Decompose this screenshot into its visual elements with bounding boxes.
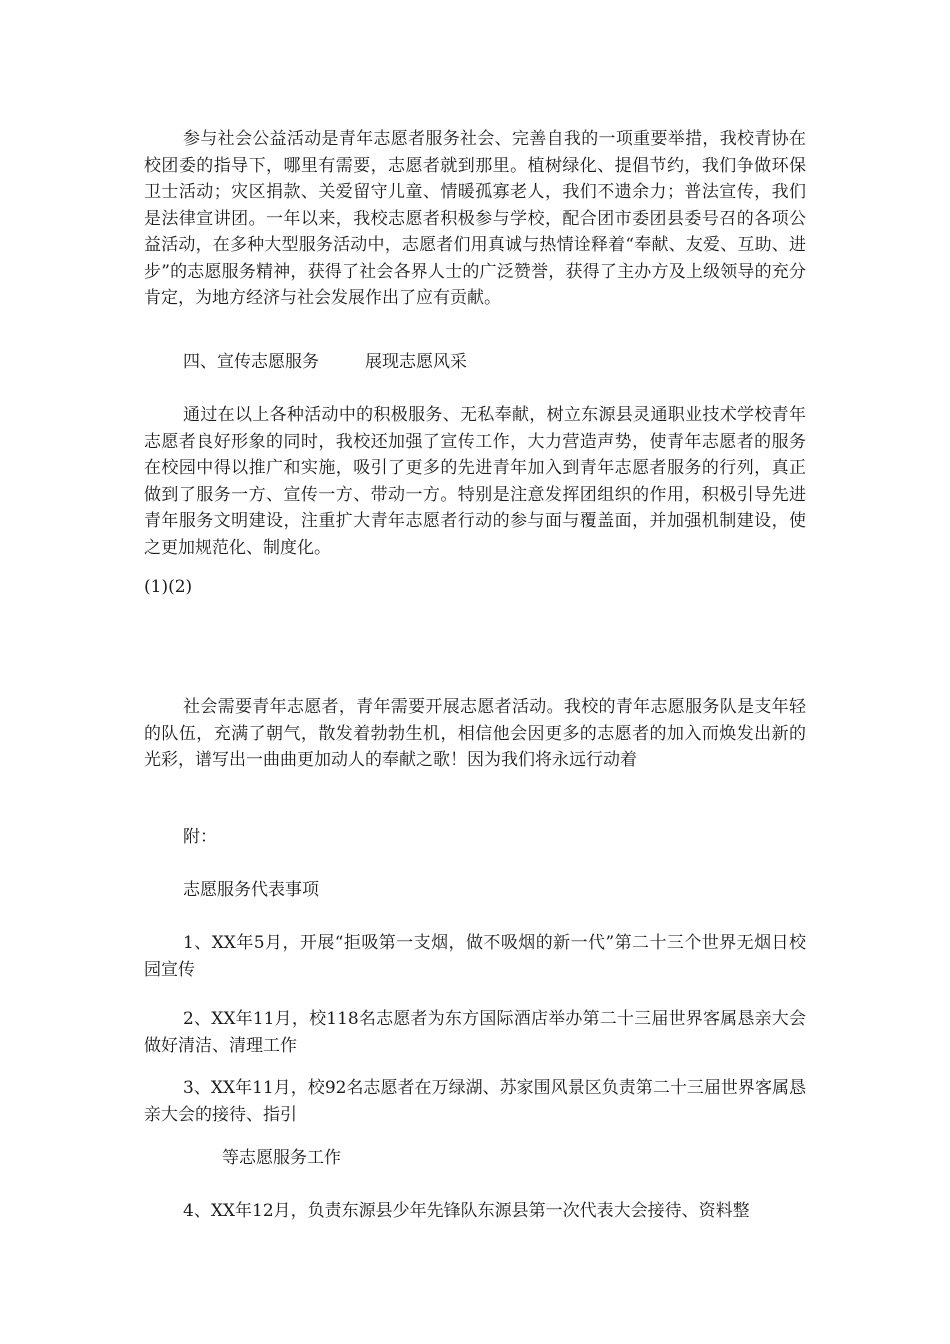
section-heading-right: 展现志愿风采 xyxy=(365,352,467,372)
paragraph-figure-refs: (1)(2) xyxy=(144,577,193,597)
section-heading xyxy=(144,349,806,376)
list-item-3-continuation: 等志愿服务工作 xyxy=(222,1148,341,1168)
list-item-2: 2、XX年11月，校118名志愿者为东方国际酒店举办第二十三届世界客属恳亲大会做好清洁、清理工作 xyxy=(144,1009,806,1056)
paragraph-appendix-label: 附： xyxy=(183,827,217,847)
list-item-1: 1、XX年5月，开展“拒吸第一支烟，做不吸烟的新一代”第二十三个世界无烟日校园宣传 xyxy=(144,933,806,980)
paragraph-publicity: 通过在以上各种活动中的积极服务、无私奉献，树立东源县灵通职业技术学校青年志愿者良好形象的同时，我校还加强了宣传工作，大力营造声势，使青年志愿者的服务在校园中得以推广和实施，吸引了更多的先进青年加入到青年志愿者服务的行列，真正做到了服务一方、宣传一方、带动一方。特别是注意发挥团组织的作用，积极引导先进青年服务文明建设，注重扩大青年志愿者行动的参与面与覆盖面，并加强机制建设，使之更加规范化、制度化。 xyxy=(144,405,806,558)
paragraph-conclusion: 社会需要青年志愿者，青年需要开展志愿者活动。我校的青年志愿服务队是支年轻的队伍，充满了朝气，散发着勃勃生机，相信他会因更多的志愿者的加入而焕发出新的光彩，谱写出一曲曲更加动人的奉献之歌！因为我们将永远行动着 xyxy=(144,697,806,770)
paragraph-items-title: 志愿服务代表事项 xyxy=(183,880,319,900)
paragraph-public-welfare: 参与社会公益活动是青年志愿者服务社会、完善自我的一项重要举措，我校青协在校团委的指导下，哪里有需要，志愿者就到那里。植树绿化、提倡节约，我们争做环保卫士活动；灾区捐款、关爱留守儿童、情暖孤寡老人，我们不遗余力；普法宣传，我们是法律宣讲团。一年以来，我校志愿者积极参与学校，配合团市委团县委号召的各项公益活动，在多种大型服务活动中，志愿者们用真诚与热情诠释着“奉献、友爱、互助、进步”的志愿服务精神，获得了社会各界人士的广泛赞誉，获得了主办方及上级领导的充分肯定，为地方经济与社会发展作出了应有贡献。 xyxy=(144,129,806,308)
section-heading-left: 四、宣传志愿服务 xyxy=(183,352,319,372)
list-item-3: 3、XX年11月，校92名志愿者在万绿湖、苏家围风景区负责第二十三届世界客属恳亲大会的接待、指引 xyxy=(144,1078,806,1125)
list-item-4: 4、XX年12月，负责东源县少年先锋队东源县第一次代表大会接待、资料整 xyxy=(183,1201,750,1221)
